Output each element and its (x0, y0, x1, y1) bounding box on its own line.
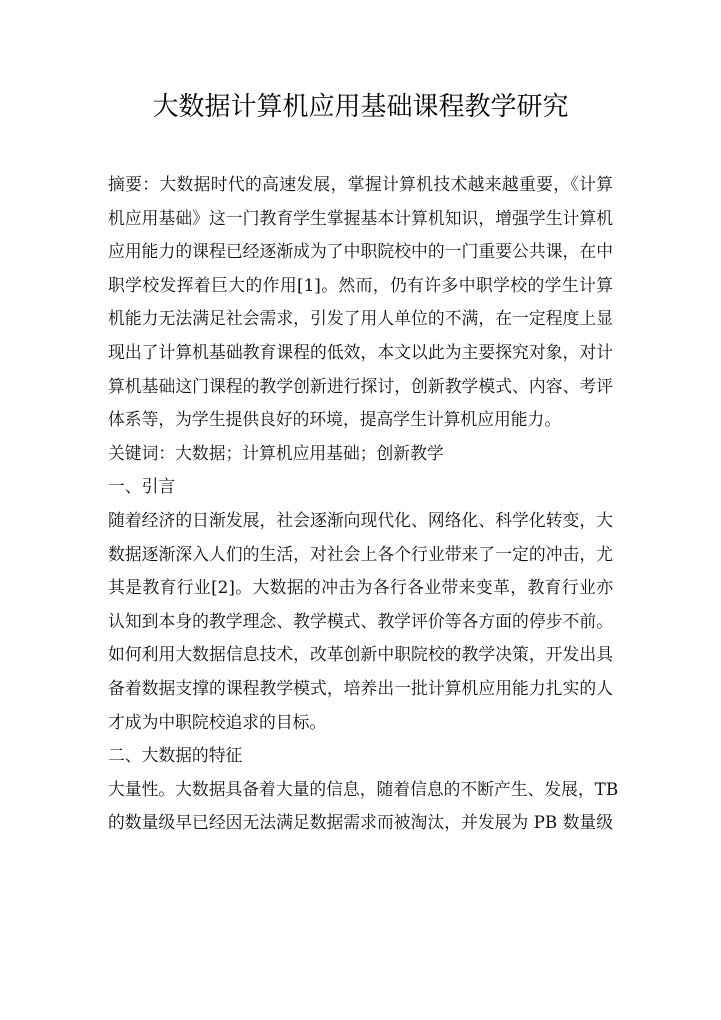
paragraph-line: 其是教育行业[2]。大数据的冲击为各行各业带来变革，教育行业亦 (108, 577, 613, 598)
document-body (108, 168, 619, 840)
paragraph-line: 大量性。大数据具备着大量的信息，随着信息的不断产生、发展，TB (108, 778, 619, 799)
abstract-line: 机能力无法满足社会需求，引发了用人单位的不满，在一定程度上显 (108, 308, 613, 329)
document-title: 大数据计算机应用基础课程教学研究 (152, 92, 569, 122)
abstract-line: 职学校发挥着巨大的作用[1]。然而，仍有许多中职学校的学生计算 (108, 274, 613, 295)
paragraph-line: 如何利用大数据信息技术，改革创新中职院校的教学决策，开发出具 (108, 644, 613, 665)
paragraph-line: 才成为中职院校追求的目标。 (108, 711, 327, 732)
abstract-line: 体系等，为学生提供良好的环境，提高学生计算机应用能力。 (108, 409, 562, 430)
paragraph-line: 认知到本身的教学理念、教学模式、教学评价等各方面的停步不前。 (108, 610, 613, 631)
section-introduction-body (108, 504, 613, 739)
paragraph-line: 备着数据支撑的课程教学模式，培养出一批计算机应用能力扎实的人 (108, 677, 613, 698)
keywords: 关键词：大数据；计算机应用基础；创新教学 (108, 442, 444, 463)
paragraph-line: 随着经济的日渐发展，社会逐渐向现代化、网络化、科学化转变，大 (108, 509, 613, 530)
section-features-body (108, 773, 619, 840)
abstract-line: 摘要：大数据时代的高速发展，掌握计算机技术越来越重要，《计算 (108, 174, 613, 194)
paragraph-line: 数据逐渐深入人们的生活，对社会上各个行业带来了一定的冲击，尤 (108, 543, 613, 564)
abstract-line: 机应用基础》这一门教育学生掌握基本计算机知识，增强学生计算机 (108, 207, 613, 228)
abstract-line: 应用能力的课程已经逐渐成为了中职院校中的一门重要公共课，在中 (108, 241, 613, 262)
paragraph-line: 的数量级早已经因无法满足数据需求而被淘汰，并发展为 PB 数量级 (108, 812, 613, 833)
abstract (108, 168, 613, 437)
abstract-line: 现出了计算机基础教育课程的低效，本文以此为主要探究对象，对计 (108, 341, 613, 362)
section-heading-introduction: 一、引言 (108, 476, 176, 497)
section-heading-features: 二、大数据的特征 (108, 745, 243, 766)
abstract-line: 算机基础这门课程的教学创新进行探讨，创新教学模式、内容、考评 (108, 375, 613, 396)
